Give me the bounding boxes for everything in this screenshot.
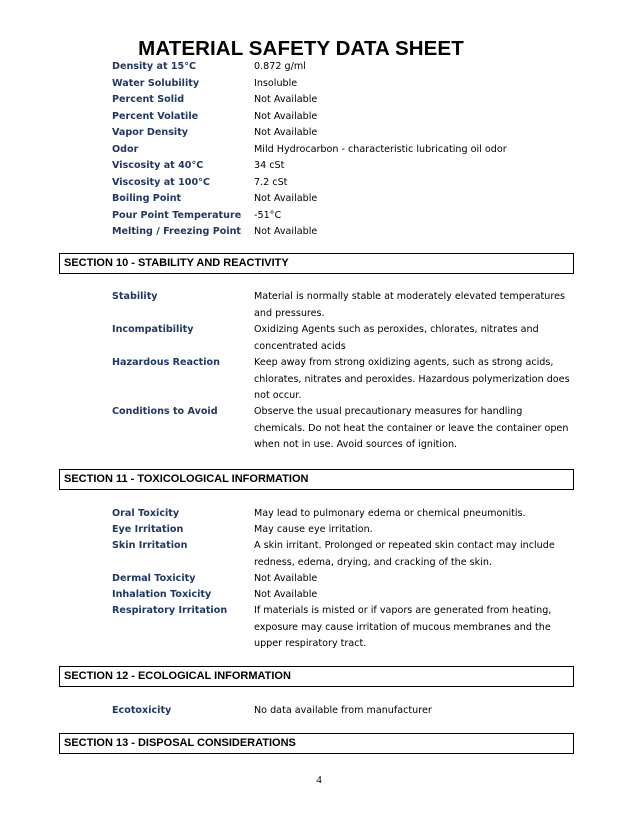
inhalation-toxicity-value: Not Available [254,589,318,600]
section-11-heading: SECTION 11 - TOXICOLOGICAL INFORMATION [59,469,574,490]
conditions-to-avoid-value: Observe the usual precautionary measures for handling chemicals. Do not heat the container or leave the container open when not in use. Avoid sources of ignition. [254,406,569,450]
page-number: 4 [316,774,322,786]
skin-irritation-value: A skin irritant. Prolonged or repeated skin contact may include redness, edema, drying, and cracking of the skin. [254,540,555,568]
property-value: Mild Hydrocarbon - characteristic lubricating oil odor [254,143,507,155]
eye-irritation-value: May cause eye irritation. [254,524,373,535]
property-label: Pour Point Temperature [112,209,242,221]
oral-toxicity-value: May lead to pulmonary edema or chemical pneumonitis. [254,508,526,519]
skin-irritation-label: Skin Irritation [112,540,188,551]
section-13-heading: SECTION 13 - DISPOSAL CONSIDERATIONS [59,733,574,754]
incompatibility-value: Oxidizing Agents such as peroxides, chlorates, nitrates and concentrated acids [254,324,539,352]
property-label: Vapor Density [112,127,189,138]
oral-toxicity-label: Oral Toxicity [112,508,180,519]
property-label: Water Solubility [112,77,200,89]
property-value: Not Available [254,127,318,138]
ecotoxicity-label: Ecotoxicity [112,705,172,716]
stability-value: Material is normally stable at moderately elevated temperatures and pressures. [254,291,566,319]
property-value: -51°C [254,209,282,221]
conditions-to-avoid-label: Conditions to Avoid [112,406,218,417]
section-12-heading: SECTION 12 - ECOLOGICAL INFORMATION [59,666,574,687]
dermal-toxicity-value: Not Available [254,573,318,584]
incompatibility-label: Incompatibility [112,324,194,335]
inhalation-toxicity-label: Inhalation Toxicity [112,589,212,600]
hazardous-reaction-label: Hazardous Reaction [112,357,220,368]
property-label: Odor [112,143,139,155]
property-value: Not Available [254,94,318,105]
property-label: Percent Volatile [112,110,199,122]
property-label: Viscosity at 40°C [112,160,204,171]
eye-irritation-label: Eye Irritation [112,524,184,535]
document-title: MATERIAL SAFETY DATA SHEET [138,37,464,60]
property-label: Percent Solid [112,94,185,105]
property-label: Melting / Freezing Point [112,226,242,237]
hazardous-reaction-value: Keep away from strong oxidizing agents, such as strong acids, chlorates, nitrates and peroxides. Hazardous polymerization does not occur. [254,357,570,401]
stability-label: Stability [112,291,158,302]
property-value: Not Available [254,193,318,204]
property-value: 0.872 g/ml [254,61,306,72]
section-10-heading: SECTION 10 - STABILITY AND REACTIVITY [59,253,574,274]
dermal-toxicity-label: Dermal Toxicity [112,573,196,584]
respiratory-irritation-value: If materials is misted or if vapors are generated from heating, exposure may cause irritation of mucous membranes and the upper respiratory tract. [254,605,552,649]
property-label: Boiling Point [112,193,182,204]
property-value: Insoluble [254,77,298,89]
property-value: 34 cSt [254,160,285,171]
property-label: Viscosity at 100°C [112,176,210,188]
ecotoxicity-value: No data available from manufacturer [254,705,432,716]
property-value: 7.2 cSt [254,176,288,188]
property-value: Not Available [254,110,318,122]
property-label: Density at 15°C [112,61,197,72]
property-value: Not Available [254,226,318,237]
respiratory-irritation-label: Respiratory Irritation [112,605,228,616]
